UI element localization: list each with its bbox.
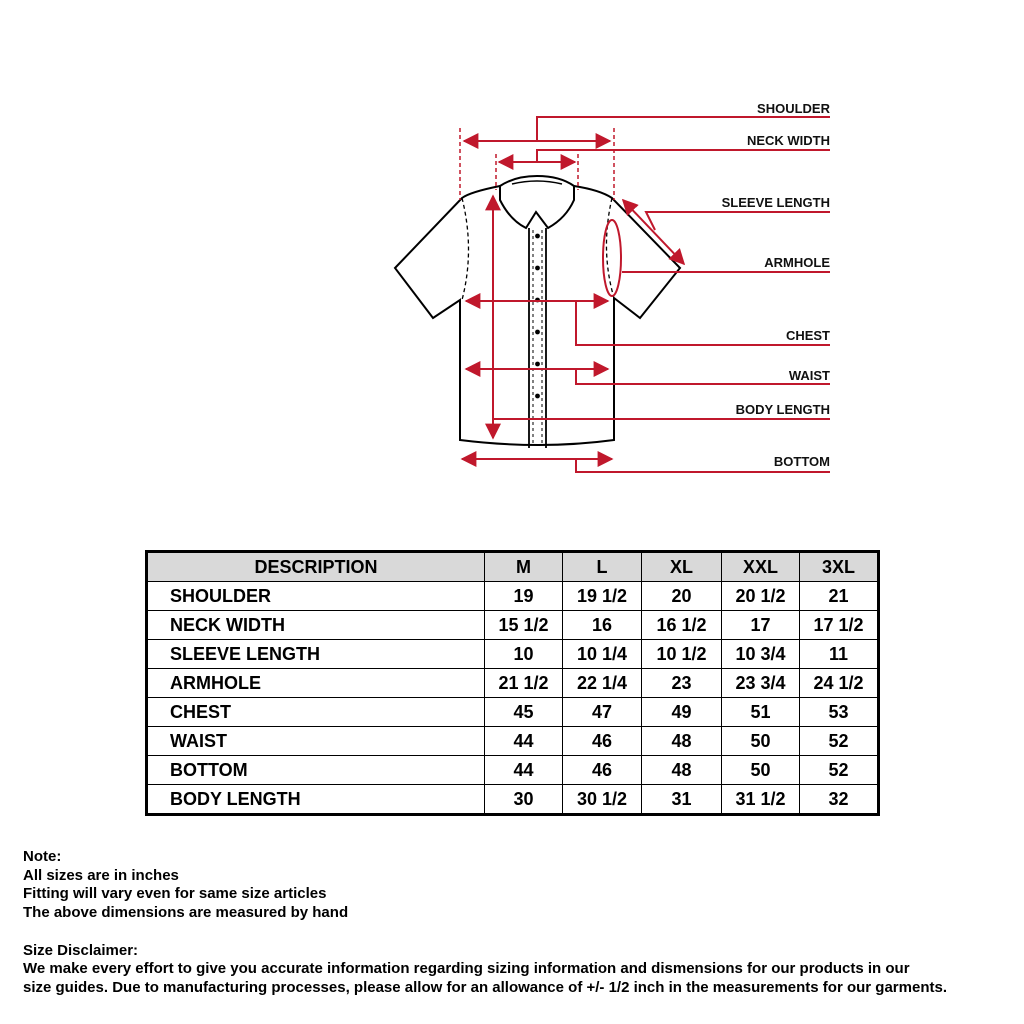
label-armhole: ARMHOLE: [764, 255, 830, 270]
sleeve-length-leader: [646, 212, 830, 230]
table-row: [147, 756, 879, 785]
table-row: [147, 611, 879, 640]
cell-xxl: 51: [722, 698, 800, 727]
cell-xl: 31: [642, 785, 722, 815]
header-size-3xl: 3XL: [800, 552, 879, 582]
cell-m: 30: [485, 785, 563, 815]
notes-section: [23, 848, 1013, 998]
cell-xxl: 17: [722, 611, 800, 640]
cell-l: 47: [563, 698, 642, 727]
table-row: [147, 785, 879, 815]
shirt-body: [395, 186, 680, 445]
note-line: All sizes are in inches: [23, 866, 179, 884]
disclaimer-line: We make every effort to give you accurate information regarding sizing information and dismensions for our products in our: [23, 960, 910, 978]
cell-3xl: 21: [800, 582, 879, 611]
row-description: NECK WIDTH: [147, 611, 485, 640]
cell-3xl: 11: [800, 640, 879, 669]
cell-xxl: 20 1/2: [722, 582, 800, 611]
label-shoulder: SHOULDER: [757, 101, 830, 116]
cell-m: 19: [485, 582, 563, 611]
row-description: BODY LENGTH: [147, 785, 485, 815]
cell-xxl: 23 3/4: [722, 669, 800, 698]
row-description: ARMHOLE: [147, 669, 485, 698]
header-size-xxl: XXL: [722, 552, 800, 582]
header-size-xl: XL: [642, 552, 722, 582]
cell-m: 21 1/2: [485, 669, 563, 698]
cell-xl: 16 1/2: [642, 611, 722, 640]
table-header-row: [147, 552, 879, 582]
cell-l: 19 1/2: [563, 582, 642, 611]
notes-title: Note:: [23, 848, 62, 865]
cell-xl: 48: [642, 727, 722, 756]
header-size-m: M: [485, 552, 563, 582]
cell-xxl: 10 3/4: [722, 640, 800, 669]
label-body-length: BODY LENGTH: [735, 402, 830, 417]
cell-xl: 48: [642, 756, 722, 785]
cell-m: 15 1/2: [485, 611, 563, 640]
cell-3xl: 52: [800, 756, 879, 785]
cell-3xl: 52: [800, 727, 879, 756]
note-line: The above dimensions are measured by hand: [23, 904, 349, 922]
spacer: [23, 923, 1013, 942]
table-row: [147, 698, 879, 727]
cell-l: 46: [563, 756, 642, 785]
table-row: [147, 640, 879, 669]
disclaimer-line: size guides. Due to manufacturing processes, please allow for an allowance of +/- 1/2 inch in the measurements for our garments.: [23, 978, 947, 996]
table-row: [147, 669, 879, 698]
table-row: [147, 582, 879, 611]
size-chart-table: [145, 550, 880, 816]
cell-xl: 23: [642, 669, 722, 698]
cell-3xl: 17 1/2: [800, 611, 879, 640]
row-description: SHOULDER: [147, 582, 485, 611]
label-waist: WAIST: [788, 368, 830, 383]
cell-m: 44: [485, 756, 563, 785]
cell-l: 22 1/4: [563, 669, 642, 698]
cell-l: 30 1/2: [563, 785, 642, 815]
header-description: DESCRIPTION: [147, 552, 485, 582]
label-neck-width: NECK WIDTH: [746, 133, 830, 148]
cell-xxl: 50: [722, 727, 800, 756]
cell-3xl: 24 1/2: [800, 669, 879, 698]
cell-m: 44: [485, 727, 563, 756]
row-description: CHEST: [147, 698, 485, 727]
neck-width-leader: [537, 150, 830, 162]
measurement-labels: [722, 101, 831, 469]
label-sleeve-length: SLEEVE LENGTH: [721, 195, 830, 210]
cell-xl: 49: [642, 698, 722, 727]
label-bottom: BOTTOM: [773, 454, 830, 469]
cell-3xl: 32: [800, 785, 879, 815]
row-description: SLEEVE LENGTH: [147, 640, 485, 669]
cell-xxl: 31 1/2: [722, 785, 800, 815]
cell-m: 45: [485, 698, 563, 727]
note-line: Fitting will vary even for same size articles: [23, 885, 327, 903]
label-chest: CHEST: [785, 328, 830, 343]
row-description: WAIST: [147, 727, 485, 756]
shirt-outline: [395, 176, 680, 448]
row-description: BOTTOM: [147, 756, 485, 785]
cell-3xl: 53: [800, 698, 879, 727]
cell-l: 46: [563, 727, 642, 756]
cell-l: 10 1/4: [563, 640, 642, 669]
cell-xl: 20: [642, 582, 722, 611]
cell-xxl: 50: [722, 756, 800, 785]
cell-l: 16: [563, 611, 642, 640]
disclaimer-title: Size Disclaimer:: [23, 941, 139, 959]
cell-xl: 10 1/2: [642, 640, 722, 669]
cell-m: 10: [485, 640, 563, 669]
table-row: [147, 727, 879, 756]
header-size-l: L: [563, 552, 642, 582]
